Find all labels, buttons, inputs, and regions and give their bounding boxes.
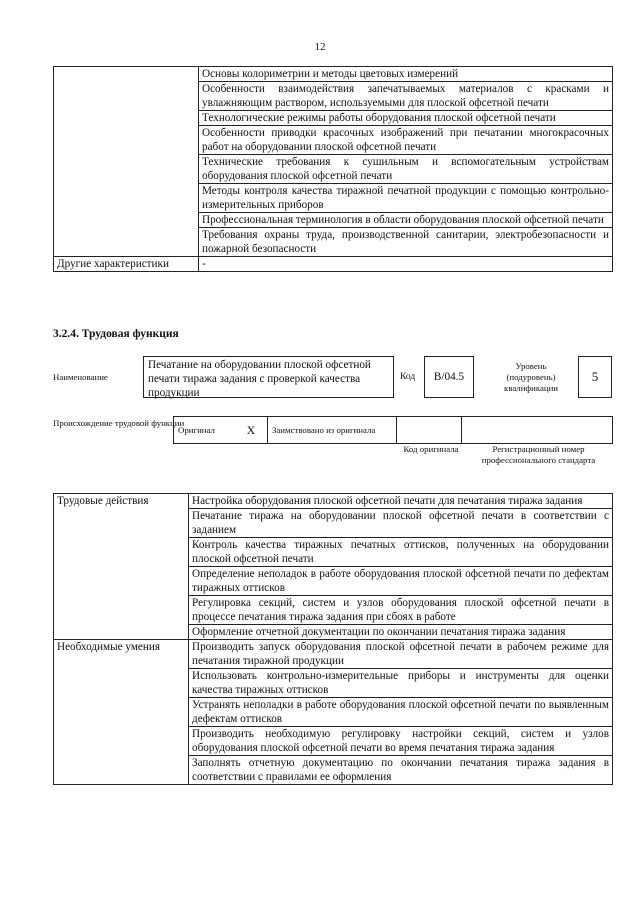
section-heading: 3.2.4. Трудовая функция [53, 328, 179, 340]
labor-action-item: Оформление отчетной документации по окончании печатания тиража задания [189, 625, 613, 640]
skill-item: Устранять неполадки в работе оборудования плоской офсетной печати по выявленным дефектам оттисков [189, 698, 613, 727]
skill-item: Производить необходимую регулировку настройки секций, систем и узлов оборудования плоской офсетной печати во время печатания тиража задания [189, 727, 613, 756]
reg-number-cell [462, 417, 613, 444]
skill-item: Заполнять отчетную документацию по окончании печатания тиража задания в соответствии с правилами ее оформления [189, 756, 613, 785]
labor-action-item: Печатание тиража на оборудовании плоской офсетной печати в соответствии с заданием [189, 509, 613, 538]
reg-number-label: Регистрационный номер профессионального стандарта [481, 444, 596, 465]
table-row [54, 257, 613, 272]
table-row [54, 640, 613, 669]
knowledge-item: Технологические режимы работы оборудования плоской офсетной печати [199, 111, 613, 126]
skill-item: Производить запуск оборудования плоской офсетной печати в рабочем режиме для печатания тиражной продукции [189, 640, 613, 669]
other-characteristics-value: - [199, 257, 613, 272]
code-label: Код [400, 372, 416, 382]
knowledge-table [53, 66, 613, 272]
knowledge-item: Профессиональная терминология в области оборудования плоской офсетной печати [199, 213, 613, 228]
knowledge-item: Технические требования к сушильным и вспомогательным устройствам оборудования плоской офсетной печати [199, 155, 613, 184]
table-row [174, 417, 613, 444]
function-code-box: B/04.5 [424, 356, 474, 398]
table-row [54, 67, 613, 82]
original-label: Оригинал [174, 417, 236, 444]
borrowed-label: Заимствовано из оригинала [268, 417, 397, 444]
code-original-cell [397, 417, 462, 444]
labor-action-item: Настройка оборудования плоской офсетной печати для печатания тиража задания [189, 494, 613, 509]
knowledge-item: Требования охраны труда, производственной санитарии, электробезопасности и пожарной безопасности [199, 228, 613, 257]
table-row [54, 494, 613, 509]
labor-action-item: Контроль качества тиражных печатных оттисков, полученных на оборудовании плоской офсетной печати [189, 538, 613, 567]
skills-label: Необходимые умения [54, 640, 189, 785]
code-original-label: Код оригинала [403, 444, 459, 454]
level-box: 5 [578, 356, 612, 398]
knowledge-item: Основы колориметрии и методы цветовых измерений [199, 67, 613, 82]
function-name-box: Печатание на оборудовании плоской офсетной печати тиража задания с проверкой качества продукции [143, 356, 394, 398]
table-cell-empty [54, 67, 199, 257]
origin-label: Происхождение трудовой функции [53, 418, 185, 428]
labor-action-item: Определение неполадок в работе оборудования плоской офсетной печати по дефектам тиражных оттисков [189, 567, 613, 596]
origin-table [173, 416, 613, 444]
original-mark: X [235, 417, 268, 444]
labor-action-item: Регулировка секций, систем и узлов оборудования плоской офсетной печати в процессе печатания тиража задания при сбоях в работе [189, 596, 613, 625]
knowledge-item: Особенности взаимодействия запечатываемых материалов с красками и увлажняющим раствором, используемыми для плоской офсетной печати [199, 82, 613, 111]
page-number: 12 [314, 41, 326, 53]
labor-actions-label: Трудовые действия [54, 494, 189, 640]
other-characteristics-label: Другие характеристики [54, 257, 199, 272]
level-label: Уровень (подуровень) квалификации [504, 361, 558, 393]
actions-skills-table [53, 493, 613, 785]
name-label: Наименование [53, 372, 108, 382]
knowledge-item: Методы контроля качества тиражной печатной продукции с помощью контрольно-измерительных приборов [199, 184, 613, 213]
knowledge-item: Особенности приводки красочных изображений при печатании многокрасочных работ на оборудовании плоской офсетной печати [199, 126, 613, 155]
skill-item: Использовать контрольно-измерительные приборы и инструменты для оценки качества тиражных оттисков [189, 669, 613, 698]
